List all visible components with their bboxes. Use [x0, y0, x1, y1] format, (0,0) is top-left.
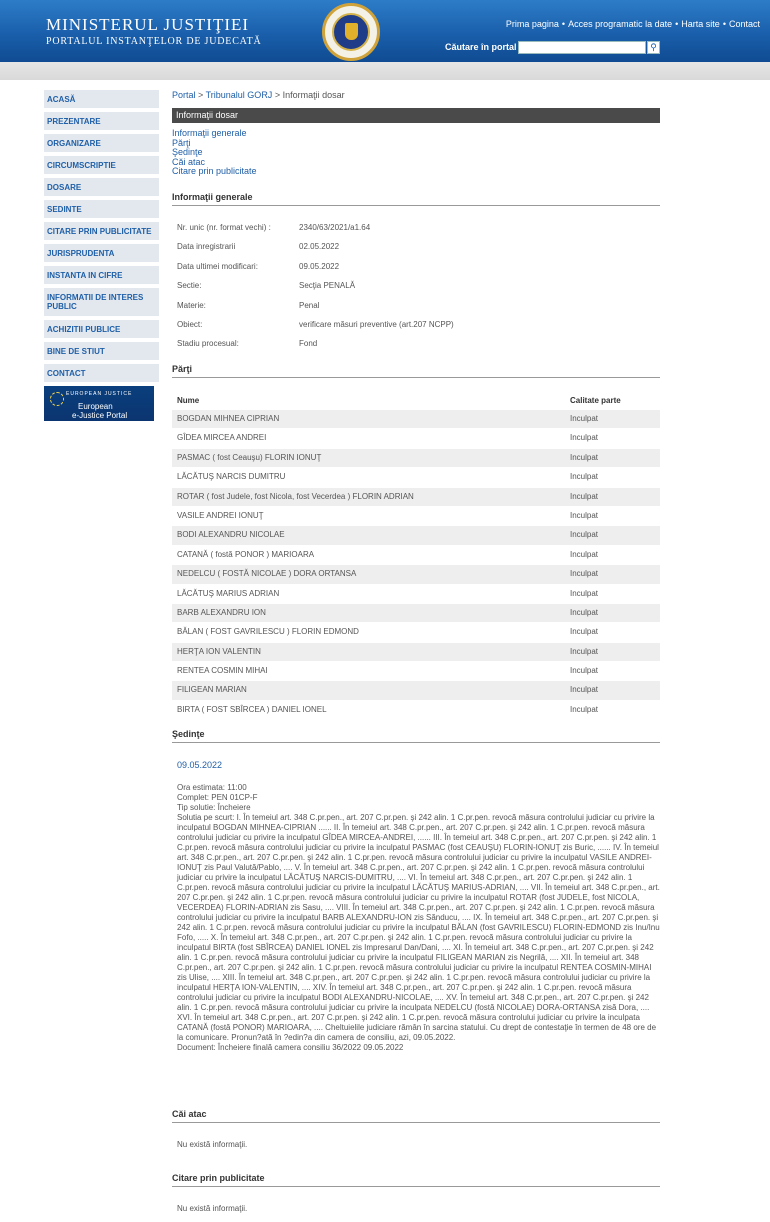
general-section: [172, 192, 660, 354]
link-harta-site[interactable]: Harta site: [681, 19, 720, 29]
sidebar-nav: [44, 90, 159, 421]
table-row: [172, 701, 660, 719]
breadcrumb: Portal > Tribunalul GORJ > Informaţii dosar: [172, 90, 345, 100]
sedinta-ora: Ora estimata: 11:00: [177, 783, 247, 792]
sedinta-complet: Complet: PEN 01CP-F: [177, 793, 258, 802]
sidebar-item-citare[interactable]: CITARE PRIN PUBLICITATE: [44, 222, 159, 240]
citare-section: [172, 1173, 660, 1213]
ejustice-badge-text: EUROPEAN JUSTICE: [66, 391, 133, 397]
sidebar-item-jurisprudenta[interactable]: JURISPRUDENTA: [44, 244, 159, 262]
info-label: Obiect:: [177, 319, 203, 329]
anchor-citare[interactable]: Citare prin publicitate: [172, 166, 257, 176]
sidebar-item-instanta-cifre[interactable]: INSTANTA IN CIFRE: [44, 266, 159, 284]
info-row: [172, 237, 660, 256]
section-title-cai-atac: Căi atac: [172, 1109, 660, 1123]
section-title-generale: Informaţii generale: [172, 192, 660, 206]
info-row: [172, 334, 660, 353]
link-contact[interactable]: Contact: [728, 19, 760, 29]
parti-rows: [172, 410, 660, 719]
info-row: [172, 315, 660, 334]
info-value: 02.05.2022: [299, 242, 340, 252]
section-title-sedinte: Şedinţe: [172, 729, 660, 743]
table-row: [172, 623, 660, 641]
party-role: Inculpat: [570, 472, 599, 482]
party-role: Inculpat: [570, 588, 599, 598]
breadcrumb-court[interactable]: Tribunalul GORJ: [205, 90, 273, 100]
party-name: ROTAR ( fost Judele, fost Nicola, fost Vecerdea ) FLORIN ADRIAN: [177, 491, 414, 501]
info-label: Nr. unic (nr. format vechi) :: [177, 223, 271, 232]
main-content: [172, 90, 660, 177]
sidebar-item-achizitii[interactable]: ACHIZITII PUBLICE: [44, 320, 159, 338]
info-label: Sectie:: [177, 281, 202, 291]
sedinta-entry: [172, 760, 660, 1053]
table-row: [172, 585, 660, 603]
info-label: Data ultimei modificari:: [177, 261, 258, 271]
info-value: 09.05.2022: [299, 261, 340, 271]
info-label: Materie:: [177, 300, 206, 310]
eu-stars-icon: [50, 392, 64, 406]
link-prima-pagina[interactable]: Prima pagina: [505, 19, 559, 29]
page-title: Informaţii dosar: [172, 108, 660, 123]
search-label: Căutare în portal: [445, 42, 517, 52]
site-title[interactable]: MINISTERUL JUSTIŢIEI: [46, 15, 250, 34]
info-value: 2340/63/2021/a1.64: [299, 223, 371, 232]
party-name: RENTEA COSMIN MIHAI: [177, 666, 268, 676]
gray-band: [0, 62, 770, 80]
party-name: LĂCĂTUŞ MARIUS ADRIAN: [177, 588, 280, 598]
party-role: Inculpat: [570, 627, 599, 637]
party-name: GÎDEA MIRCEA ANDREI: [177, 433, 267, 443]
table-row: [172, 565, 660, 583]
table-row: [172, 429, 660, 447]
breadcrumb-current: Informaţii dosar: [282, 90, 345, 100]
info-value: Penal: [299, 300, 320, 310]
link-acces-programatic[interactable]: Acces programatic la date: [568, 19, 673, 29]
ejustice-line-1: European: [78, 402, 113, 411]
party-role: Inculpat: [570, 414, 599, 423]
table-row: [172, 488, 660, 506]
table-row: [172, 526, 660, 544]
anchor-parti[interactable]: Părţi: [172, 137, 191, 148]
table-row: [172, 507, 660, 525]
party-name: LĂCĂTUŞ NARCIS DUMITRU: [177, 472, 286, 482]
section-anchors: [172, 129, 660, 177]
party-name: BIRTA ( FOST SBÎRCEA ) DANIEL IONEL: [177, 704, 327, 714]
anchor-informatii-generale[interactable]: Informaţii generale: [172, 128, 247, 138]
sidebar-item-interes-public[interactable]: INFORMATII DE INTERES PUBLIC: [44, 288, 159, 316]
party-role: Inculpat: [570, 510, 599, 520]
sidebar-item-acasa[interactable]: ACASĂ: [44, 90, 159, 108]
search-button[interactable]: [647, 41, 660, 54]
parti-section: [172, 364, 660, 720]
general-info-table: [172, 218, 660, 354]
ejustice-line-2: e-Justice Portal: [72, 411, 128, 420]
sidebar-item-prezentare[interactable]: PREZENTARE: [44, 112, 159, 130]
party-name: BOGDAN MIHNEA CIPRIAN: [177, 414, 280, 423]
party-name: BĂLAN ( FOST GAVRILESCU ) FLORIN EDMOND: [177, 627, 359, 637]
info-label: Data inregistrarii: [177, 242, 236, 252]
party-name: BODI ALEXANDRU NICOLAE: [177, 530, 285, 540]
table-row: [172, 449, 660, 467]
anchor-sedinte[interactable]: Şedinţe: [172, 147, 203, 157]
citare-empty: Nu există informaţii.: [177, 1204, 248, 1213]
party-role: Inculpat: [570, 530, 599, 540]
party-role: Inculpat: [570, 452, 599, 462]
breadcrumb-portal[interactable]: Portal: [172, 90, 196, 100]
section-title-citare: Citare prin publicitate: [172, 1173, 660, 1187]
party-role: Inculpat: [570, 704, 599, 714]
top-links: Prima pagina • Acces programatic la date • Harta site • Contact: [505, 19, 760, 29]
party-role: Inculpat: [570, 433, 599, 443]
anchor-cai-atac[interactable]: Căi atac: [172, 156, 206, 167]
ministry-seal-icon[interactable]: [322, 3, 380, 61]
table-row: [172, 681, 660, 699]
ejustice-portal-banner[interactable]: [44, 386, 154, 421]
table-row: [172, 546, 660, 564]
party-name: NEDELCU ( FOSTĂ NICOLAE ) DORA ORTANSA: [177, 569, 357, 579]
table-row: [172, 468, 660, 486]
cai-atac-section: [172, 1109, 660, 1149]
info-row: [172, 296, 660, 315]
info-row: [172, 257, 660, 276]
site-header: [0, 0, 770, 62]
sedinta-document: Document: Încheiere finală camera consiliu 36/2022 09.05.2022: [177, 1043, 404, 1052]
sedinta-tip-solutie: Tip solutie: Încheiere: [177, 803, 251, 812]
section-title-parti: Părţi: [172, 364, 660, 378]
sidebar-item-bine-de-stiut[interactable]: BINE DE STIUT: [44, 342, 159, 360]
party-role: Inculpat: [570, 646, 599, 656]
parti-table-header: [172, 391, 660, 410]
sidebar-item-dosare[interactable]: DOSARE: [44, 178, 159, 196]
sedinta-date: 09.05.2022: [177, 760, 223, 770]
table-row: [172, 410, 660, 428]
party-name: BARB ALEXANDRU ION: [177, 607, 266, 617]
col-nume: Nume: [177, 396, 200, 405]
table-row: [172, 604, 660, 622]
site-subtitle[interactable]: PORTALUL INSTANŢELOR DE JUDECATĂ: [46, 36, 262, 47]
party-name: FILIGEAN MARIAN: [177, 685, 247, 695]
search-input[interactable]: [518, 41, 646, 54]
info-value: Secţia PENALĂ: [299, 281, 356, 291]
party-role: Inculpat: [570, 666, 599, 676]
cai-atac-empty: Nu există informaţii.: [177, 1140, 248, 1149]
party-role: Inculpat: [570, 491, 599, 501]
party-name: PASMAC ( fost Ceauşu) FLORIN IONUŢ: [177, 452, 322, 462]
sedinta-solutie: Solutia pe scurt: I. În temeiul art. 348 C.pr.pen., art. 207 C.pr.pen. şi 242 alin. 1 C.pr.pen. revocă măsura controlului judiciar cu privire la inculpatul BOGDAN MIHNEA-CIPRIAN ...... II. În temeiul art. 348 C.pr.pen., art. 207 C.pr.pen. şi 242 alin. 1 C.pr.pen. revocă măsura controlului judiciar cu privire la inculpatul GÎDEA MIRCEA-ANDREI, ...... III. În temeiul art. 348 C.pr.pen., art. 207 C.pr.pen. şi 242 alin. 1 C.pr.pen. revocă măsura controlului judiciar cu privire la inculpatul PASMAC (fost CEAUŞU) FLORIN-IONUŢ zis Buric, ...... IV. În temeiul art. 348 C.pr.pen., art. 207 C.pr.pen. şi 242 alin. 1 C.pr.pen. revocă măsura controlului judiciar cu privire la inculpatul VASILE ANDREI-IONUŢ zis Paul Valută/Pablo, .... V. În temeiul art. 348 C.pr.pen., art. 207 C.pr.pen. şi 242 alin. 1 C.pr.pen. revocă măsura controlului judiciar cu privire la inculpatul LĂCĂTUŞ NARCIS-DUMITRU, .... VI. În temeiul art. 348 C.pr.pen., art. 207 C.pr.pen. şi 242 alin. 1 C.pr.pen. revocă măsura controlului judiciar cu privire la inculpatul LĂCĂTUŞ MARIUS-ADRIAN, .... VII. În temeiul art. 348 C.pr.pen., art. 207 C.pr.pen. şi 242 alin. 1 C.pr.pen. revocă măsura controlului judiciar cu privire la inculpatul ROTAR (fost JUDELE, fost NICOLA, VECERDEA) FLORIN-ADRIAN zis Sasu, .... VIII. În temeiul art. 348 C.pr.pen., art. 207 C.pr.pen. şi 242 alin. 1 C.pr.pen. revocă măsura controlului judiciar cu privire la inculpatul BARB ALEXANDRU-ION zis Sănducu, .... IX. În temeiul art. 348 C.pr.pen., art. 207 C.pr.pen. şi 242 alin. 1 C.pr.pen. revocă măsura controlului judiciar cu privire la inculpatul BĂLAN (fost GAVRILESCU) FLORIN-EDMOND zis Inu/Inu Fofo, ..... X. În temeiul art. 348 C.pr.pen., art. 207 C.pr.pen. şi 242 alin. 1 C.pr.pen. revocă măsura controlului judiciar cu privire la inculpatul BIRTA (fost SBÎRCEA) DANIEL IONEL zis Impresarul Dan/Dani, .... XI. În temeiul art. 348 C.pr.pen., art. 207 C.pr.pen. şi 242 alin. 1 C.pr.pen. revocă măsura controlului judiciar cu privire la inculpatul FILIGEAN MARIAN zis Negrilă, .... XII. În temeiul art. 348 C.pr.pen., art. 207 C.pr.pen. şi 242 alin. 1 C.pr.pen. revocă măsura controlului judiciar cu privire la inculpatul RENTEA COSMIN-MIHAI zis Ulise, .... XIII. În temeiul art. 348 C.pr.pen., art. 207 C.pr.pen. şi 242 alin. 1 C.pr.pen. revocă măsura controlului judiciar cu privire la inculpatul HERŢA ION-VALENTIN, .... XIV. În temeiul art. 348 C.pr.pen., art. 207 C.pr.pen. şi 242 alin. 1 C.pr.pen. revocă măsura controlului judiciar cu privire la inculpatul BODI ALEXANDRU-NICOLAE, .... XV. În temeiul art. 348 C.pr.pen., art. 207 C.pr.pen. şi 242 alin. 1 C.pr.pen. revocă măsura controlului judiciar cu privire la inculpata NEDELCU (fostă NICOLAE) DORA-ORTANSA zisă Dora, .... XVI. În temeiul art. 348 C.pr.pen., art. 207 C.pr.pen. şi 242 alin. 1 C.pr.pen. revocă măsura controlului judiciar cu privire la inculpata CATANĂ (fostă PONOR) MARIOARA, .... Cheltuielile judiciare rămân în sarcina statului. Cu drept de contestaţie în termen de 48 ore de la comunicare. Pronun?ată în ?edin?a din camera de consiliu, azi, 09.05.2022.: [177, 813, 660, 1042]
sedinte-section: [172, 729, 660, 1053]
info-value: verificare măsuri preventive (art.207 NCPP): [299, 319, 454, 329]
sidebar-item-organizare[interactable]: ORGANIZARE: [44, 134, 159, 152]
party-name: VASILE ANDREI IONUŢ: [177, 510, 264, 520]
info-label: Stadiu procesual:: [177, 339, 239, 349]
parti-table: [172, 391, 660, 719]
info-row: [172, 276, 660, 295]
search-icon: ⚲: [650, 42, 657, 52]
party-name: CATANĂ ( fostă PONOR ) MARIOARA: [177, 549, 315, 559]
table-row: [172, 662, 660, 680]
sidebar-item-sedinte[interactable]: SEDINTE: [44, 200, 159, 218]
party-role: Inculpat: [570, 607, 599, 617]
sidebar-item-contact[interactable]: CONTACT: [44, 364, 159, 382]
party-role: Inculpat: [570, 685, 599, 695]
col-calitate: Calitate parte: [570, 396, 621, 405]
info-value: Fond: [299, 339, 318, 349]
party-role: Inculpat: [570, 549, 599, 559]
party-role: Inculpat: [570, 569, 599, 579]
sidebar-item-circumscriptie[interactable]: CIRCUMSCRIPTIE: [44, 156, 159, 174]
info-row: [172, 218, 660, 237]
party-name: HERŢA ION VALENTIN: [177, 646, 261, 656]
table-row: [172, 643, 660, 661]
